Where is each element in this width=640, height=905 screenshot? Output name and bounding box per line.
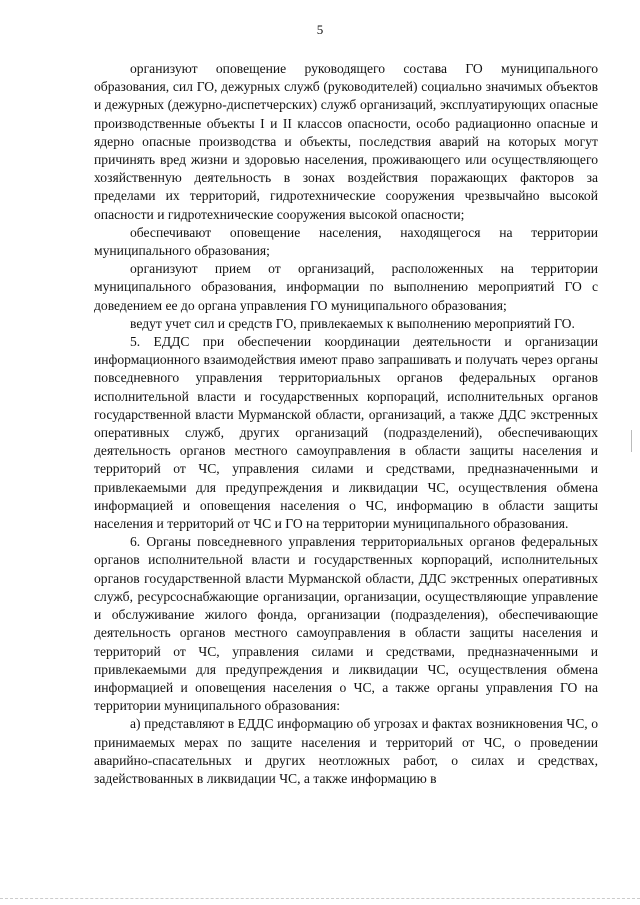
paragraph-notify-population: обеспечивают оповещение населения, находящегося на территории муниципального образования; [94,224,598,259]
paragraph-notify-leadership: организуют оповещение руководящего состава ГО муниципального образования, сил ГО, дежурных служб (руководителей) социально значимых объектов и дежурных (дежурно-диспетчерских) служб организаций, эксплуатирующих опасные производственные объекты I и II классов опасности, особо радиационно опасные и ядерно опасные производства и объекты, последствия аварий на которых могут причинять вред жизни и здоровью населения, проживающего или осуществляющего хозяйственную деятельность в зонах воздействия поражающих факторов за пределами их территорий, гидротехнические сооружения чрезвычайно высокой опасности и гидротехнические сооружения высокой опасности; [94,61,598,222]
paragraph-item-6: 6. Органы повседневного управления территориальных органов федеральных органов исполнительной власти и государственных корпораций, исполнительных органов государственной власти Мурманской области, ДДС экстренных оперативных служб, ресурсоснабжающие организации, организации, осуществляющие управление и обслуживание жилого фонда, организации (подразделения), обеспечивающие деятельность органов местного самоуправления в области защиты населения и территорий от ЧС, управления силами и средствами, предназначенными и привлекаемыми для предупреждения и ликвидации ЧС, осуществления обмена информацией и оповещения населения о ЧС, а также органы управления ГО на территории муниципального образования: [94,534,598,714]
paragraph-subitem-a: а) представляют в ЕДДС информацию об угрозах и фактах возникновения ЧС, о принимаемых мерах по защите населения и территорий от ЧС, о проведении аварийно-спасательных и других неотложных работ, о силах и средствах, задействованных в ликвидации ЧС, а также информацию в [94,716,598,786]
scan-footer-line [0,898,640,899]
page-number: 5 [316,22,324,37]
paragraph-receive-info: организуют прием от организаций, расположенных на территории муниципального образования, информации по выполнению мероприятий ГО с доведением ее до органа управления ГО муниципального образования; [94,261,598,313]
scan-edge-mark [631,430,632,452]
paragraph-record-forces: ведут учет сил и средств ГО, привлекаемых к выполнению мероприятий ГО. [130,315,575,331]
document-body [94,60,598,788]
paragraph-item-5: 5. ЕДДС при обеспечении координации деятельности и организации информационного взаимодействия имеют право запрашивать и получать через органы повседневного управления территориальных органов федеральных органов исполнительной власти и государственных корпораций, исполнительных органов государственной власти Мурманской области, организаций, а также ДДС экстренных оперативных служб, других организаций (подразделений), обеспечивающих деятельность органов местного самоуправления в области защиты населения и территорий от ЧС, управления силами и средствами, предназначенными и привлекаемыми для предупреждения и ликвидации ЧС, осуществления обмена информацией и оповещения населения о ЧС, информацию в области защиты населения и территорий от ЧС и ГО на территории муниципального образования. [94,334,598,532]
